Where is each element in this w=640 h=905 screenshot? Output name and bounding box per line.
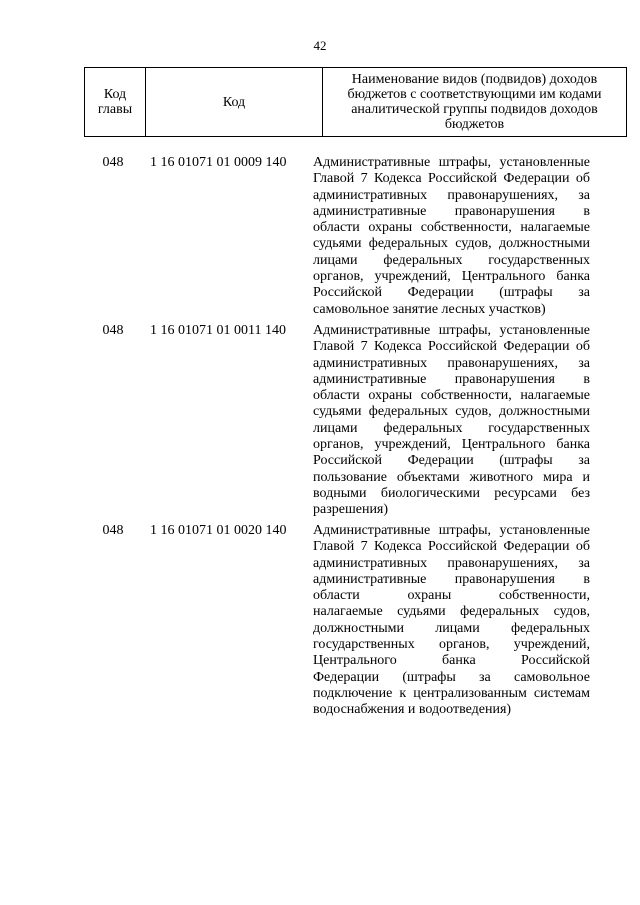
description-line: административные правонарушения в <box>313 571 590 587</box>
row-revenue-code: 1 16 01071 01 0011 140 <box>150 323 286 338</box>
description-line: водоснабжения и водоотведения) <box>313 702 512 718</box>
description-line: органов, учреждений, Центрального банка <box>313 437 590 453</box>
description-line: разрешения) <box>313 502 389 518</box>
description-line: судьями федеральных судов, должностными <box>313 404 590 420</box>
description-line: лицами федеральных государственных <box>313 252 590 268</box>
description-line: Главой 7 Кодекса Российской Федерации об <box>313 171 590 187</box>
description-line: Главой 7 Кодекса Российской Федерации об <box>313 539 590 555</box>
description-line: должностными лицами федеральных <box>313 620 590 636</box>
table-header <box>84 67 627 137</box>
description-line: Административные штрафы, установленные <box>313 323 590 338</box>
description-line: пользование объектами животного мира и <box>313 469 590 485</box>
description-line: административные правонарушения в <box>313 371 590 387</box>
page-number: 42 <box>313 38 327 53</box>
row-chapter-code: 048 <box>102 155 124 170</box>
description-line: Главой 7 Кодекса Российской Федерации об <box>313 339 590 355</box>
description-line: Административные штрафы, установленные <box>313 155 590 170</box>
row-chapter-code: 048 <box>102 323 124 338</box>
description-line: лицами федеральных государственных <box>313 420 590 436</box>
header-chapter-code: Код главы <box>85 68 146 137</box>
description-line: области охраны собственности, налагаемые <box>313 388 590 404</box>
description-line: самовольное занятие лесных участков) <box>313 301 546 317</box>
description-line: Административные штрафы, установленные <box>313 523 590 538</box>
description-line: государственных органов, учреждений, <box>313 637 590 653</box>
description-line: Центрального банка Российской <box>313 653 590 669</box>
row-chapter-code: 048 <box>102 523 124 538</box>
description-line: административных правонарушениях, за <box>313 555 590 571</box>
description-line: органов, учреждений, Центрального банка <box>313 269 590 285</box>
row-description <box>313 155 590 318</box>
row-description <box>313 523 590 719</box>
description-line: административных правонарушениях, за <box>313 355 590 371</box>
description-line: административные правонарушения в <box>313 203 590 219</box>
description-line: Российской Федерации (штрафы за <box>313 453 590 469</box>
description-line: подключение к централизованным системам <box>313 685 590 701</box>
header-code: Код <box>146 68 323 137</box>
description-line: Федерации (штрафы за самовольное <box>313 669 590 685</box>
description-line: области охраны собственности, налагаемые <box>313 220 590 236</box>
description-line: Российской Федерации (штрафы за <box>313 285 590 301</box>
row-revenue-code: 1 16 01071 01 0009 140 <box>150 155 287 170</box>
description-line: водными биологическими ресурсами без <box>313 485 590 501</box>
row-description <box>313 323 590 519</box>
header-name: Наименование видов (подвидов) доходов бюджетов с соответствующими им кодами аналитической группы подвидов доходов бюджетов <box>323 68 627 137</box>
description-line: области охраны собственности, <box>313 588 590 604</box>
description-line: судьями федеральных судов, должностными <box>313 236 590 252</box>
description-line: административных правонарушениях, за <box>313 187 590 203</box>
row-revenue-code: 1 16 01071 01 0020 140 <box>150 523 287 538</box>
description-line: налагаемые судьями федеральных судов, <box>313 604 590 620</box>
